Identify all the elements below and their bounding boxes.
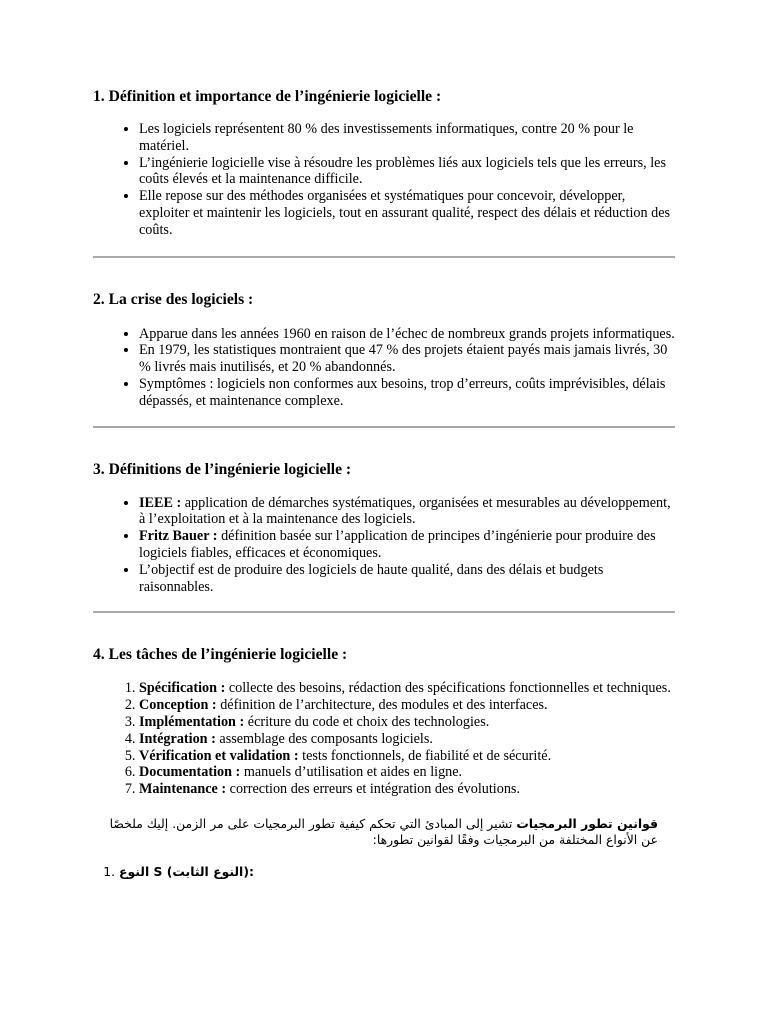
list-item: • Apparue dans les années 1960 en raison de l’échec de nombreux grands projets informatiques.: [139, 326, 675, 343]
section-4-title: 4. Les tâches de l’ingénierie logicielle :: [93, 646, 348, 664]
list-item: 4. Intégration : assemblage des composants logiciels.: [139, 731, 675, 748]
list-item: 2. Conception : définition de l’architecture, des modules et des interfaces.: [139, 697, 675, 714]
list-item: • Fritz Bauer : définition basée sur l’application de principes d’ingénierie pour produire des logiciels fiables, efficaces et économiques.: [139, 528, 675, 562]
section-1: [93, 87, 675, 239]
list-item: • Elle repose sur des méthodes organisées et systématiques pour concevoir, développer, exploiter et maintenir les logiciels, tout en assurant qualité, respect des délais et réduction des coûts.: [139, 188, 675, 238]
arabic-paragraph: قوانين تطور البرمجيات تشير إلى المبادئ التي تحكم كيفية تطور البرمجيات على مر الزمن. إليك ملخصًا عن الأنواع المختلفة من البرمجيات وفقًا لقوانين تطورها:: [109, 815, 658, 847]
list-item: 6. Documentation : manuels d’utilisation et aides en ligne.: [139, 764, 675, 781]
list-item: 3. Implémentation : écriture du code et choix des technologies.: [139, 714, 675, 731]
section-4: [93, 645, 675, 798]
list-item: 5. Vérification et validation : tests fonctionnels, de fiabilité et de sécurité.: [139, 748, 675, 765]
list-item: • L’ingénierie logicielle vise à résoudre les problèmes liés aux logiciels tels que les erreurs, les coûts élevés et la maintenance difficile.: [139, 155, 675, 189]
section-3: [93, 460, 675, 596]
list-item: • Les logiciels représentent 80 % des investissements informatiques, contre 20 % pour le matériel.: [139, 121, 675, 155]
section-1-list: [93, 121, 675, 239]
list-item: • Symptômes : logiciels non conformes aux besoins, trop d’erreurs, coûts imprévisibles, délais dépassés, et maintenance complexe.: [139, 376, 675, 410]
section-2-list: [93, 326, 675, 410]
list-item: • En 1979, les statistiques montraient que 47 % des projets étaient payés mais jamais livrés, 30 % livrés mais inutilisés, et 20 % abandonnés.: [139, 342, 675, 376]
section-4-list: [93, 680, 675, 798]
section-3-title: 3. Définitions de l’ingénierie logicielle :: [93, 460, 352, 478]
list-item: 1. النوع S (النوع الثابت):: [119, 864, 675, 881]
arabic-list: [93, 864, 675, 881]
section-divider: [93, 256, 675, 258]
section-3-list: [93, 495, 675, 596]
section-2-title: 2. La crise des logiciels :: [93, 290, 254, 308]
list-item: 7. Maintenance : correction des erreurs et intégration des évolutions.: [139, 781, 675, 798]
section-2: [93, 290, 675, 410]
list-item: • IEEE : application de démarches systématiques, organisées et mesurables au développement, à l’exploitation et à la maintenance des logiciels.: [139, 495, 675, 529]
section-1-title: 1. Définition et importance de l’ingénierie logicielle :: [93, 88, 442, 105]
section-divider: [93, 611, 675, 613]
section-divider: [93, 426, 675, 428]
list-item: • L’objectif est de produire des logiciels de haute qualité, dans des délais et budgets raisonnables.: [139, 562, 675, 596]
list-item: 1. Spécification : collecte des besoins, rédaction des spécifications fonctionnelles et techniques.: [139, 680, 675, 697]
document-content: [93, 87, 675, 881]
